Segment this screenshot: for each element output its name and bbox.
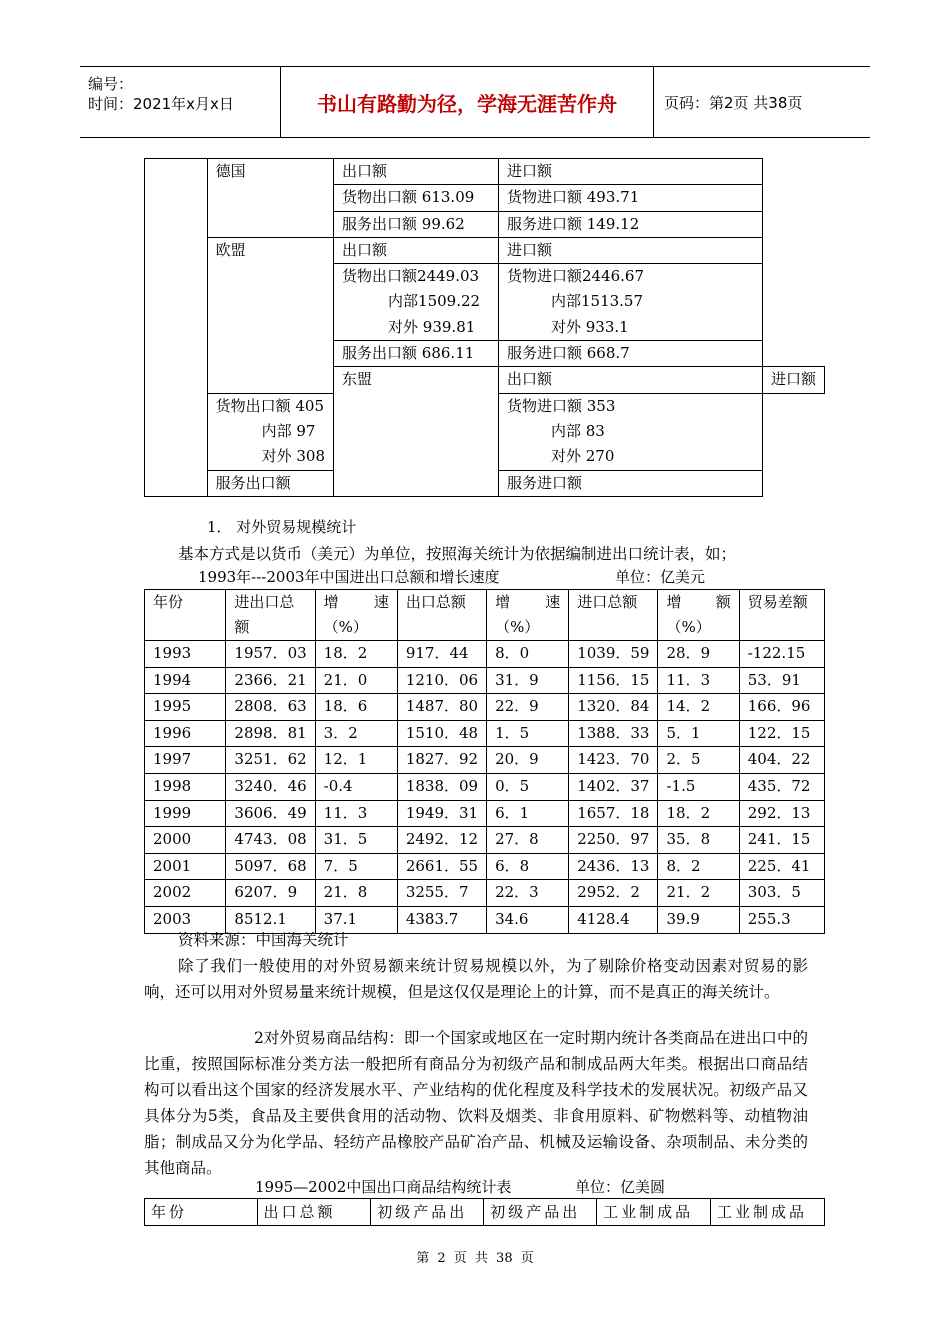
table-cell: 3606．49 <box>226 800 315 827</box>
table-title: 1993年---2003年中国进出口总额和增长速度 <box>198 568 500 586</box>
table-cell: 292．13 <box>739 800 824 827</box>
structure-table-title: 1995—2002中国出口商品结构统计表 <box>255 1178 512 1196</box>
table-cell: 6．1 <box>487 800 569 827</box>
header-total: 进出口总额 <box>226 590 315 641</box>
table-cell: 0．5 <box>487 773 569 800</box>
export-head: 出口额 <box>334 159 499 185</box>
structure-header-cell: 初级产品出 <box>484 1199 597 1226</box>
service-import: 服务进口额 668.7 <box>498 341 762 367</box>
table-cell: 1210．06 <box>397 667 486 694</box>
goods-import-block <box>498 264 762 341</box>
region-eu: 欧盟 <box>207 237 333 393</box>
table-cell: 6．8 <box>487 853 569 880</box>
table-cell: 1423．70 <box>569 747 658 774</box>
table-cell: 3．2 <box>315 720 397 747</box>
structure-header-cell: 出口总额 <box>257 1199 371 1226</box>
table-cell: 2．5 <box>658 747 739 774</box>
table-cell: 11．3 <box>658 667 739 694</box>
table-row <box>145 853 825 880</box>
page-footer: 第 2 页 共 38 页 <box>416 1251 534 1266</box>
header-export: 出口总额 <box>397 590 486 641</box>
table-header-row <box>145 590 825 641</box>
table-cell: 241．15 <box>739 827 824 854</box>
table-row <box>145 694 825 721</box>
trade-region-table <box>144 158 825 497</box>
intra-export: 内部1509.22 <box>388 292 481 311</box>
export-head: 出口额 <box>334 237 499 263</box>
table-cell: 4128.4 <box>569 906 658 933</box>
time-label: 时间：2021年x月x日 <box>88 95 234 113</box>
table-row <box>145 641 825 668</box>
service-export: 服务出口额 686.11 <box>334 341 499 367</box>
paragraph-trade-volume: 除了我们一般使用的对外贸易额来统计贸易规模以外，为了剔除价格变动因素对贸易的影响，还可以用对外贸易量来统计规模，但是这仅仅是理论上的计算，而不是真正的海关统计。 <box>144 957 808 1001</box>
intra-import: 内部1513.57 <box>550 292 644 311</box>
table-cell: 39.9 <box>658 906 739 933</box>
table-cell: 1957．03 <box>226 641 315 668</box>
table-cell: 225．41 <box>739 853 824 880</box>
table-cell: 1039．59 <box>569 641 658 668</box>
table-cell: 404．22 <box>739 747 824 774</box>
goods-import-block <box>498 393 762 470</box>
structure-header-row <box>145 1199 825 1226</box>
header-meta <box>80 67 281 137</box>
table-cell: 1995 <box>145 694 226 721</box>
left-blank-cell <box>145 159 208 497</box>
table-cell: 21．2 <box>658 880 739 907</box>
table-cell: 2000 <box>145 827 226 854</box>
export-head: 出口额 <box>498 367 762 393</box>
page-header <box>80 66 870 138</box>
table-cell: 2808．63 <box>226 694 315 721</box>
table-cell: 5097．68 <box>226 853 315 880</box>
extra-export: 对外 939.81 <box>388 317 476 336</box>
table-cell: 22．9 <box>487 694 569 721</box>
region-germany: 德国 <box>207 159 333 238</box>
table-cell: 20．9 <box>487 747 569 774</box>
table-unit: 单位：亿美元 <box>615 568 706 586</box>
service-import: 服务进口额 149.12 <box>498 211 762 237</box>
table-cell: 1657．18 <box>569 800 658 827</box>
table-cell: 3240．46 <box>226 773 315 800</box>
table-cell: 1993 <box>145 641 226 668</box>
table-cell: 18．6 <box>315 694 397 721</box>
table-cell: 18．2 <box>658 800 739 827</box>
table-row <box>145 720 825 747</box>
goods-export: 货物出口额 405 <box>215 396 325 415</box>
region-asean: 东盟 <box>334 367 499 496</box>
table-cell: 2001 <box>145 853 226 880</box>
table-cell: 14．2 <box>658 694 739 721</box>
table-cell: 18．2 <box>315 641 397 668</box>
table-cell: 28．9 <box>658 641 739 668</box>
header-total-growth: 增 速 （%） <box>315 590 397 641</box>
table-cell: 11．3 <box>315 800 397 827</box>
data-source: 资料来源：中国海关统计 <box>178 931 349 949</box>
table-cell: 8．0 <box>487 641 569 668</box>
structure-table-unit: 单位：亿美圆 <box>575 1178 666 1196</box>
table-cell: -122.15 <box>739 641 824 668</box>
table-row <box>145 773 825 800</box>
table-cell: 2436．13 <box>569 853 658 880</box>
table-row <box>145 667 825 694</box>
table-cell: 31．5 <box>315 827 397 854</box>
table-cell: 53．91 <box>739 667 824 694</box>
structure-header-cell: 年份 <box>145 1199 258 1226</box>
table-row <box>145 880 825 907</box>
structure-header-cell: 工业制成品 <box>597 1199 711 1226</box>
table-cell: 3255．7 <box>397 880 486 907</box>
table-cell: 4743．08 <box>226 827 315 854</box>
table-row <box>145 747 825 774</box>
table-cell: 7．5 <box>315 853 397 880</box>
table-cell: 1994 <box>145 667 226 694</box>
header-motto: 书山有路勤为径，学海无涯苦作舟 <box>281 67 654 137</box>
service-export: 服务出口额 <box>207 470 333 496</box>
import-head: 进口额 <box>498 159 762 185</box>
table-cell: 27．8 <box>487 827 569 854</box>
table-cell: 2366．21 <box>226 667 315 694</box>
table-cell: 1838．09 <box>397 773 486 800</box>
trade-growth-table <box>144 589 825 934</box>
table-cell: -0.4 <box>315 773 397 800</box>
table-row <box>145 827 825 854</box>
table-cell: 6207．9 <box>226 880 315 907</box>
table-cell: 1997 <box>145 747 226 774</box>
header-export-growth: 增 速 （%） <box>487 590 569 641</box>
paragraph-commodity-structure: 2对外贸易商品结构：即一个国家或地区在一定时期内统计各类商品在进出口中的比重，按照国际标准分类方法一般把所有商品分为初级产品和制成品两大年类。根据出口商品结构可以看出这个国家的经济发展水平、产业结构的优化程度及科学技术的发展状况。初级产品又具体分为5类，食品及主要供食用的活动物、饮料及烟类、非食用原料、矿物燃料等、动植物油脂；制成品又分为化学品、轻纺产品橡胶产品矿冶产品、机械及运输设备、杂项制品、未分类的其他商品。 <box>144 1029 808 1177</box>
table-cell: 2661．55 <box>397 853 486 880</box>
service-export: 服务出口额 99.62 <box>334 211 499 237</box>
structure-table <box>144 1198 825 1226</box>
table-cell: 435．72 <box>739 773 824 800</box>
table-cell: 22．3 <box>487 880 569 907</box>
table-cell: 1996 <box>145 720 226 747</box>
table-cell: 1510．48 <box>397 720 486 747</box>
table-cell: 1949．31 <box>397 800 486 827</box>
table-row <box>145 800 825 827</box>
intra-export: 内部 97 <box>261 421 316 440</box>
table-cell: 35．8 <box>658 827 739 854</box>
table-cell: 303．5 <box>739 880 824 907</box>
table-cell: 1998 <box>145 773 226 800</box>
structure-header-cell: 初级产品出 <box>371 1199 484 1226</box>
table-cell: 2003 <box>145 906 226 933</box>
extra-export: 对外 308 <box>261 447 326 466</box>
table-cell: 21．8 <box>315 880 397 907</box>
table-cell: 255.3 <box>739 906 824 933</box>
table-cell: 1．5 <box>487 720 569 747</box>
section-heading: 1． 对外贸易规模统计 <box>207 518 357 536</box>
table-cell: 917．44 <box>397 641 486 668</box>
table-cell: 2898．81 <box>226 720 315 747</box>
import-head: 进口额 <box>498 237 762 263</box>
number-label: 编号： <box>88 75 134 93</box>
table-cell: 34.6 <box>487 906 569 933</box>
table-cell: 166．96 <box>739 694 824 721</box>
import-head: 进口额 <box>762 367 824 393</box>
table-cell: 21．0 <box>315 667 397 694</box>
header-import-growth: 增 额 （%） <box>658 590 739 641</box>
table-cell: 8512.1 <box>226 906 315 933</box>
header-balance: 贸易差额 <box>739 590 824 641</box>
goods-import: 货物进口额2446.67 <box>506 267 645 286</box>
section-intro: 基本方式是以货币（美元）为单位，按照海关统计为依据编制进出口统计表，如； <box>178 545 737 563</box>
table-cell: 1827．92 <box>397 747 486 774</box>
table-cell: 1402．37 <box>569 773 658 800</box>
table-cell: 3251．62 <box>226 747 315 774</box>
table-cell: 1320．84 <box>569 694 658 721</box>
table-cell: 31．9 <box>487 667 569 694</box>
table-cell: 4383.7 <box>397 906 486 933</box>
service-import: 服务进口额 <box>498 470 762 496</box>
table-cell: 1999 <box>145 800 226 827</box>
table-cell: 12．1 <box>315 747 397 774</box>
table-cell: 2250．97 <box>569 827 658 854</box>
goods-export: 货物出口额 613.09 <box>334 185 499 211</box>
header-import: 进口总额 <box>569 590 658 641</box>
table-cell: 1388．33 <box>569 720 658 747</box>
goods-export: 货物出口额2449.03 <box>342 267 480 286</box>
table-cell: 1487．80 <box>397 694 486 721</box>
table-cell: 5．1 <box>658 720 739 747</box>
extra-import: 对外 933.1 <box>550 317 629 336</box>
structure-header-cell: 工业制成品 <box>711 1199 825 1226</box>
table-cell: 8．2 <box>658 853 739 880</box>
table-cell: 2952．2 <box>569 880 658 907</box>
goods-import: 货物进口额 353 <box>506 396 616 415</box>
extra-import: 对外 270 <box>550 447 615 466</box>
table-cell: -1.5 <box>658 773 739 800</box>
table-cell: 122．15 <box>739 720 824 747</box>
intra-import: 内部 83 <box>550 421 605 440</box>
table-cell: 37.1 <box>315 906 397 933</box>
table-cell: 2492．12 <box>397 827 486 854</box>
table-cell: 1156．15 <box>569 667 658 694</box>
goods-export-block <box>334 264 499 341</box>
table-cell: 2002 <box>145 880 226 907</box>
header-page-label: 页码：第2页 共38页 <box>664 93 803 112</box>
goods-import: 货物进口额 493.71 <box>498 185 762 211</box>
header-year: 年份 <box>145 590 226 641</box>
goods-export-block <box>207 393 333 470</box>
